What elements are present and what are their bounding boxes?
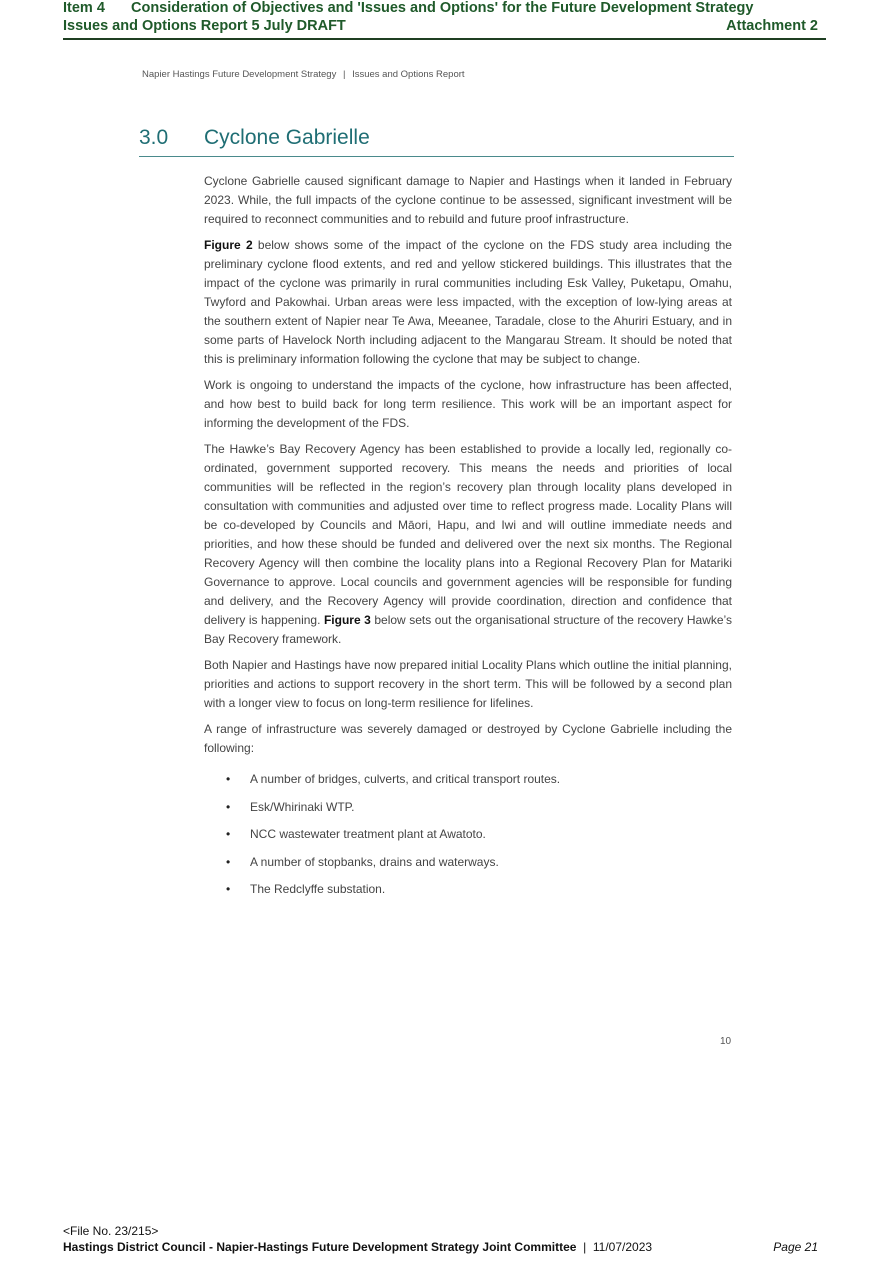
bullet-icon: • — [226, 854, 231, 869]
paragraph-recovery-agency — [204, 440, 732, 649]
list-item — [204, 770, 732, 789]
list-item — [204, 825, 732, 844]
paragraph-infrastructure: A range of infrastructure was severely damaged or destroyed by Cyclone Gabrielle including the following: — [204, 722, 732, 755]
list-item-text: The Redclyffe substation. — [250, 882, 386, 896]
damaged-infrastructure-list — [204, 770, 732, 899]
paragraph-ongoing-work: Work is ongoing to understand the impacts of the cyclone, how infrastructure has been affected, and how best to build back for long term resilience. This work will be an important aspect for informing the development of the FDS. — [204, 378, 732, 430]
body-text — [204, 172, 732, 908]
paragraph-recovery-agency-text: The Hawke’s Bay Recovery Agency has been established to provide a locally led, regionally co-ordinated, government supported recovery. This means the needs and priorities of local communities will be reflected in the region’s recovery plan through locality plans developed in consultation with communities and adjusted over time to reflect progress made. Locality Plans will be co-developed by Councils and Māori, Hapu, and Iwi and will outline immediate needs and priorities, and how these should be funded and delivered over the next six months. The Regional Recovery Agency will then combine the locality plans into a Regional Recovery Plan for Matariki Governance to approve. Local councils and government agencies will be responsible for funding and delivery, and the Recovery Agency will provide coordination, direction and confidence that delivery is happening. — [204, 442, 732, 627]
attachment-label: Attachment 2 — [726, 18, 818, 34]
figure-3-reference: Figure 3 — [323, 613, 371, 627]
list-item — [204, 798, 732, 817]
footer-separator: | — [583, 1240, 587, 1254]
report-subtitle: Issues and Options Report 5 July DRAFT — [63, 18, 346, 34]
paragraph-figure-2 — [204, 236, 732, 369]
footer — [63, 1240, 818, 1254]
footer-committee: Hastings District Council - Napier-Hastings Future Development Strategy Joint Committee — [63, 1240, 577, 1254]
agenda-header — [63, 0, 826, 40]
paragraph-figure-2-text: below shows some of the impact of the cyclone on the FDS study area including the preliminary cyclone flood extents, and red and yellow stickered buildings. This illustrates that the impact of the cyclone was primarily in rural communities including Esk Valley, Puketapu, Omahu, Twyford and Pakowhai. Urban areas were less impacted, with the exception of low-lying areas at the southern extent of Napier near Te Awa, Meeanee, Taradale, close to the Ahuriri Estuary, and in some parts of Havelock North including adjacent to the Mangarau Stream. It should be noted that this is preliminary information following the cyclone that may be subject to change. — [204, 238, 732, 366]
footer-date: 11/07/2023 — [592, 1240, 653, 1254]
section-title: Cyclone Gabrielle — [204, 126, 370, 149]
list-item-text: A number of bridges, culverts, and critical transport routes. — [250, 772, 561, 786]
list-item-text: NCC wastewater treatment plant at Awatoto. — [250, 827, 486, 841]
section-heading — [139, 123, 734, 157]
running-head — [142, 69, 465, 80]
figure-2-reference: Figure 2 — [204, 238, 253, 252]
item-label: Item 4 — [63, 0, 105, 16]
paragraph-locality-plans: Both Napier and Hastings have now prepared initial Locality Plans which outline the initial planning, priorities and actions to support recovery in the short term. This will be followed by a second plan with a longer view to focus on long-term resilience for lifelines. — [204, 658, 732, 710]
section-number: 3.0 — [139, 126, 169, 149]
running-head-separator: | — [342, 69, 346, 80]
report-page-number: 10 — [720, 1036, 732, 1047]
footer-page-number: Page 21 — [773, 1240, 818, 1254]
item-title: Consideration of Objectives and 'Issues and Options' for the Future Development Strategy — [131, 0, 754, 16]
bullet-icon: • — [226, 772, 231, 786]
bullet-icon: • — [226, 799, 231, 814]
list-item — [204, 853, 732, 872]
agenda-item-line — [63, 0, 753, 16]
footer-committee-line — [63, 1240, 652, 1254]
list-item — [204, 880, 732, 899]
list-item-text: A number of stopbanks, drains and waterways. — [250, 854, 499, 869]
running-head-left: Napier Hastings Future Development Strategy — [142, 69, 337, 80]
running-head-right: Issues and Options Report — [352, 69, 465, 80]
bullet-icon: • — [226, 827, 231, 841]
paragraph-recovery-agency-tail: below sets out the organisational structure of the recovery Hawke’s Bay Recovery framework. — [204, 613, 732, 646]
list-item-text: Esk/Whirinaki WTP. — [250, 799, 355, 814]
bullet-icon: • — [226, 882, 231, 896]
footer-file-number: <File No. 23/215> — [63, 1224, 159, 1238]
paragraph-intro: Cyclone Gabrielle caused significant damage to Napier and Hastings when it landed in February 2023. While, the full impacts of the cyclone continue to be assessed, significant investment will be required to reconnect communities and to rebuild and future proof infrastructure. — [204, 174, 732, 226]
